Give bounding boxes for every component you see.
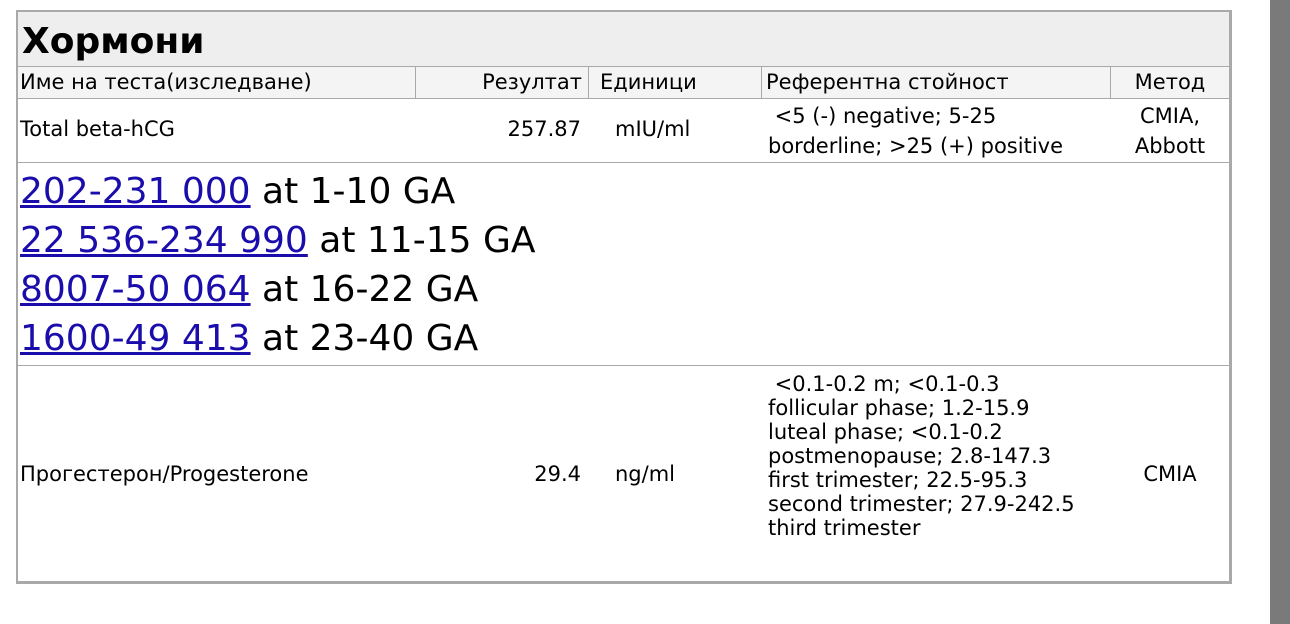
reference-line: third trimester	[768, 516, 921, 540]
column-header-method-label: Метод	[1134, 70, 1206, 94]
hcg-range	[20, 266, 478, 314]
reference-line: luteal phase; <0.1-0.2	[768, 420, 1003, 444]
column-header-result-label: Резултат	[482, 70, 582, 94]
test-units: ng/ml	[615, 462, 676, 486]
hcg-range-label: at 23-40 GA	[250, 318, 479, 359]
hcg-range-link[interactable]: 8007-50 064	[20, 269, 251, 310]
column-header-method	[1111, 67, 1229, 99]
method-line: Abbott	[1134, 134, 1206, 158]
column-header-units-label: Единици	[600, 70, 697, 94]
hcg-range-label: at 11-15 GA	[307, 220, 536, 261]
reference-line: postmenopause; 2.8-147.3	[768, 444, 1052, 468]
reference-line: <0.1-0.2 m; <0.1-0.3	[768, 372, 1000, 396]
test-name: Прогестерон/Progesterone	[20, 462, 309, 486]
test-method: CMIA	[1143, 462, 1197, 486]
test-method	[1111, 101, 1229, 161]
column-header-reference	[762, 67, 1111, 99]
hcg-range	[20, 168, 455, 216]
test-result: 29.4	[534, 462, 581, 486]
reference-line: <5 (-) negative; 5-25	[768, 104, 997, 128]
reference-line: first trimester; 22.5-95.3	[768, 468, 1028, 492]
hcg-range	[20, 315, 478, 363]
section-title: Хормони	[22, 21, 205, 62]
reference-line: follicular phase; 1.2-15.9	[768, 396, 1030, 420]
hcg-range-link[interactable]: 202-231 000	[20, 171, 251, 212]
test-name: Total beta-hCG	[20, 117, 175, 141]
row-divider	[18, 162, 1229, 163]
hcg-range	[20, 217, 535, 265]
column-header-result	[416, 67, 589, 99]
hcg-range-label: at 16-22 GA	[250, 269, 479, 310]
column-header-name	[18, 67, 416, 99]
column-header-reference-label: Референтна стойност	[766, 70, 1009, 94]
test-units: mIU/ml	[615, 117, 691, 141]
reference-line: second trimester; 27.9-242.5	[768, 492, 1075, 516]
hcg-range-link[interactable]: 22 536-234 990	[20, 220, 308, 261]
section-header	[18, 12, 1229, 67]
test-result: 257.87	[507, 117, 581, 141]
column-header-units	[589, 67, 762, 99]
hcg-range-link[interactable]: 1600-49 413	[20, 318, 251, 359]
hcg-range-label: at 1-10 GA	[250, 171, 456, 212]
hormones-table	[16, 10, 1232, 584]
method-line: CMIA,	[1139, 104, 1201, 128]
reference-line: borderline; >25 (+) positive	[768, 134, 1063, 158]
column-header-name-label: Име на теста(изследване)	[20, 70, 312, 94]
row-divider	[18, 365, 1229, 366]
reference-range	[768, 101, 1063, 161]
reference-range	[768, 372, 1075, 540]
scrollbar[interactable]	[1270, 0, 1290, 624]
